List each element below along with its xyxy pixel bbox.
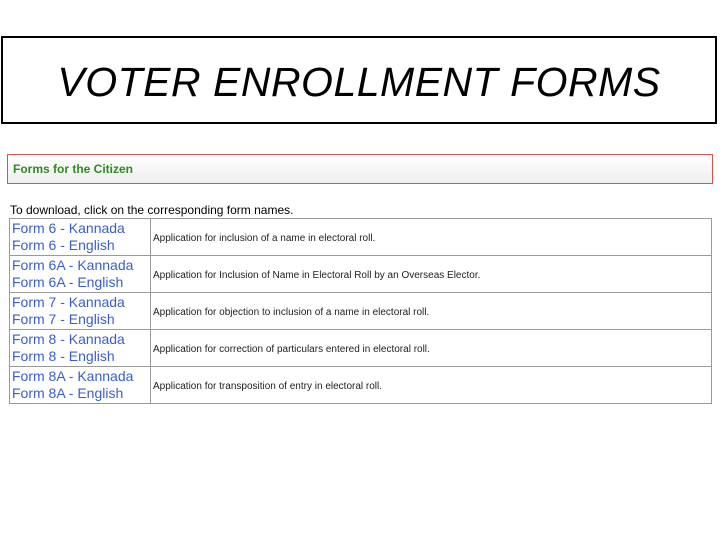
form-6-description: Application for inclusion of a name in electoral roll. [153,233,376,244]
form-8-english-link[interactable]: Form 8 - English [12,348,115,364]
form-6a-description: Application for Inclusion of Name in Electoral Roll by an Overseas Elector. [153,270,481,281]
forms-table [9,218,712,404]
form-6-kannada-link[interactable]: Form 6 - Kannada [12,220,125,236]
section-header-label: Forms for the Citizen [13,162,134,176]
form-8-description: Application for correction of particulars entered in electoral roll. [153,344,430,355]
form-description-cell [151,219,712,256]
form-6a-english-link[interactable]: Form 6A - English [12,274,124,290]
table-row [10,367,712,404]
table-row [10,219,712,256]
form-links-cell [10,293,151,330]
table-row [10,293,712,330]
form-6-english-link[interactable]: Form 6 - English [12,237,115,253]
section-header [7,154,713,184]
form-links-cell [10,367,151,404]
form-7-kannada-link[interactable]: Form 7 - Kannada [12,294,125,310]
form-6a-kannada-link[interactable]: Form 6A - Kannada [12,257,134,273]
title-box [1,36,717,124]
page-title: VOTER ENROLLMENT FORMS [57,58,661,105]
form-description-cell [151,367,712,404]
form-8a-english-link[interactable]: Form 8A - English [12,385,124,401]
form-8a-description: Application for transposition of entry in electoral roll. [153,381,383,392]
form-links-cell [10,256,151,293]
table-row [10,256,712,293]
form-7-english-link[interactable]: Form 7 - English [12,311,115,327]
form-description-cell [151,293,712,330]
form-description-cell [151,256,712,293]
form-description-cell [151,330,712,367]
form-links-cell [10,330,151,367]
table-row [10,330,712,367]
form-8a-kannada-link[interactable]: Form 8A - Kannada [12,368,134,384]
form-links-cell [10,219,151,256]
form-8-kannada-link[interactable]: Form 8 - Kannada [12,331,125,347]
download-instructions: To download, click on the corresponding form names. [10,203,294,217]
form-7-description: Application for objection to inclusion of a name in electoral roll. [153,307,430,318]
